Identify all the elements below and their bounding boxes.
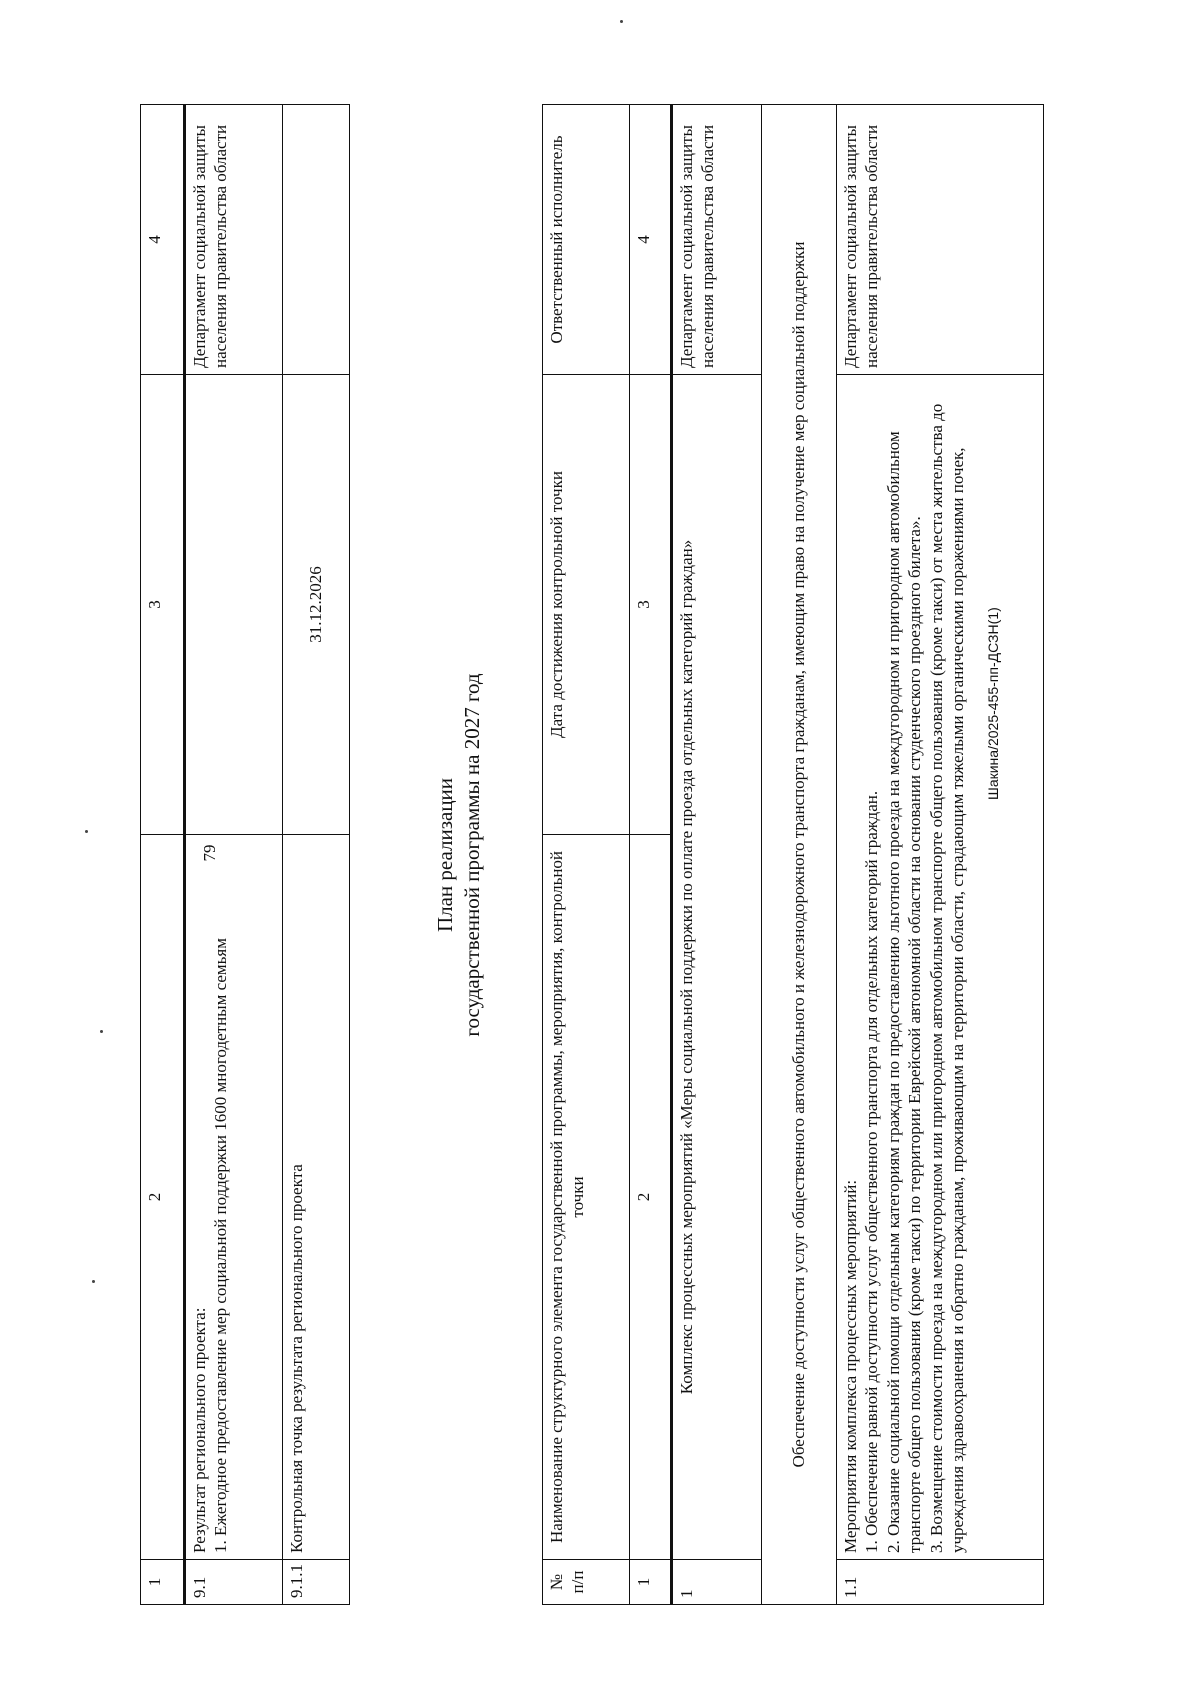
header-name: Наименование структурного элемента государственной программы, мероприятия, контрольной точки: [543, 835, 630, 1560]
row-executor: Департамент социальной защиты населения правительства области: [185, 105, 283, 375]
row-executor: Департамент социальной защиты населения правительства области: [837, 105, 1044, 375]
row-executor: Департамент социальной защиты населения правительства области: [672, 105, 762, 375]
row-number: 9.1.1: [283, 1560, 350, 1605]
row-name: Комплекс процессных мероприятий «Меры социальной поддержки по оплате проезда отдельных категорий граждан»: [672, 375, 762, 1560]
plan-title-line-1: План реализации: [433, 777, 457, 933]
col-number-2: 2: [630, 835, 672, 1560]
row-name-line: Результат регионального проекта:: [190, 1307, 209, 1553]
row-name-line: 2. Оказание социальной помощи отдельным категориям граждан по предоставлению льготного проезда на междугородном и пригородном автомобильном транспорте общего пользования (кроме такси) по территории Еврейской автономной области на основании студенческого проездного билета».: [883, 431, 925, 1553]
row-name: [185, 835, 283, 1560]
header-date: Дата достижения контрольной точки: [543, 375, 630, 835]
row-name-line: 1. Обеспечение равной доступности услуг общественного транспорта для отдельных категорий граждан.: [862, 790, 882, 1553]
task-row: Обеспечение доступности услуг общественного автомобильного и железнодорожного транспорта гражданам, имеющим право на получение мер социальной поддержки: [762, 105, 837, 1605]
col-number-1: 1: [630, 1560, 672, 1605]
rotated-document-content: [140, 85, 1000, 1605]
row-name-line: Мероприятия комплекса процессных мероприятий:: [841, 1179, 860, 1553]
scan-speck: [85, 830, 88, 833]
row-name: [283, 835, 350, 1560]
row-executor: [283, 105, 350, 375]
col-number-3: 3: [141, 375, 185, 835]
row-number: 9.1: [185, 1560, 283, 1605]
table-header-row: [543, 105, 630, 1605]
continuation-table: [140, 104, 350, 1605]
table-row: [283, 105, 350, 1605]
row-number: 1: [672, 1560, 762, 1605]
header-num: № п/п: [543, 1560, 630, 1605]
row-name-line: Контрольная точка результата регионального проекта: [287, 1164, 306, 1553]
scan-speck: [92, 1280, 95, 1283]
page-number: 79: [200, 844, 219, 862]
col-number-4: 4: [630, 105, 672, 375]
row-date: [185, 375, 283, 835]
plan-table: [542, 104, 1044, 1605]
row-number: 1.1: [837, 1560, 1044, 1605]
col-number-4: 4: [141, 105, 185, 375]
table-header-numbers-row: [630, 105, 672, 1605]
row-date: 31.12.2026: [283, 375, 350, 835]
col-number-3: 3: [630, 375, 672, 835]
table-header-numbers-row: [141, 105, 185, 1605]
table-row: [837, 105, 1044, 1605]
plan-title-line-2: государственной программы на 2027 год: [460, 673, 485, 1037]
header-executor: Ответственный исполнитель: [543, 105, 630, 375]
plan-title: [432, 105, 487, 1605]
scan-speck: [620, 20, 623, 23]
row-name-line: 3. Возмещение стоимости проезда на междугородном или пригородном автомобильном транспорте общего пользования (кроме такси) от места жительства до учреждения здравоохранения и обратно гражданам, проживающим на территории области, страдающим тяжелыми органическими поражениями почек,: [926, 403, 968, 1553]
scan-speck: [100, 1030, 103, 1033]
table-row: [185, 105, 283, 1605]
row-name-line: 1. Ежегодное предоставление мер социальной поддержки 1600 многодетным семьям: [211, 938, 231, 1553]
table-row: [672, 105, 762, 1605]
row-name: [837, 375, 1044, 1560]
col-number-1: 1: [141, 1560, 185, 1605]
footer-document-code: Шакина/2025-455-пп-ДСЗН(1): [985, 607, 1001, 800]
col-number-2: 2: [141, 835, 185, 1560]
table-row: [762, 105, 837, 1605]
